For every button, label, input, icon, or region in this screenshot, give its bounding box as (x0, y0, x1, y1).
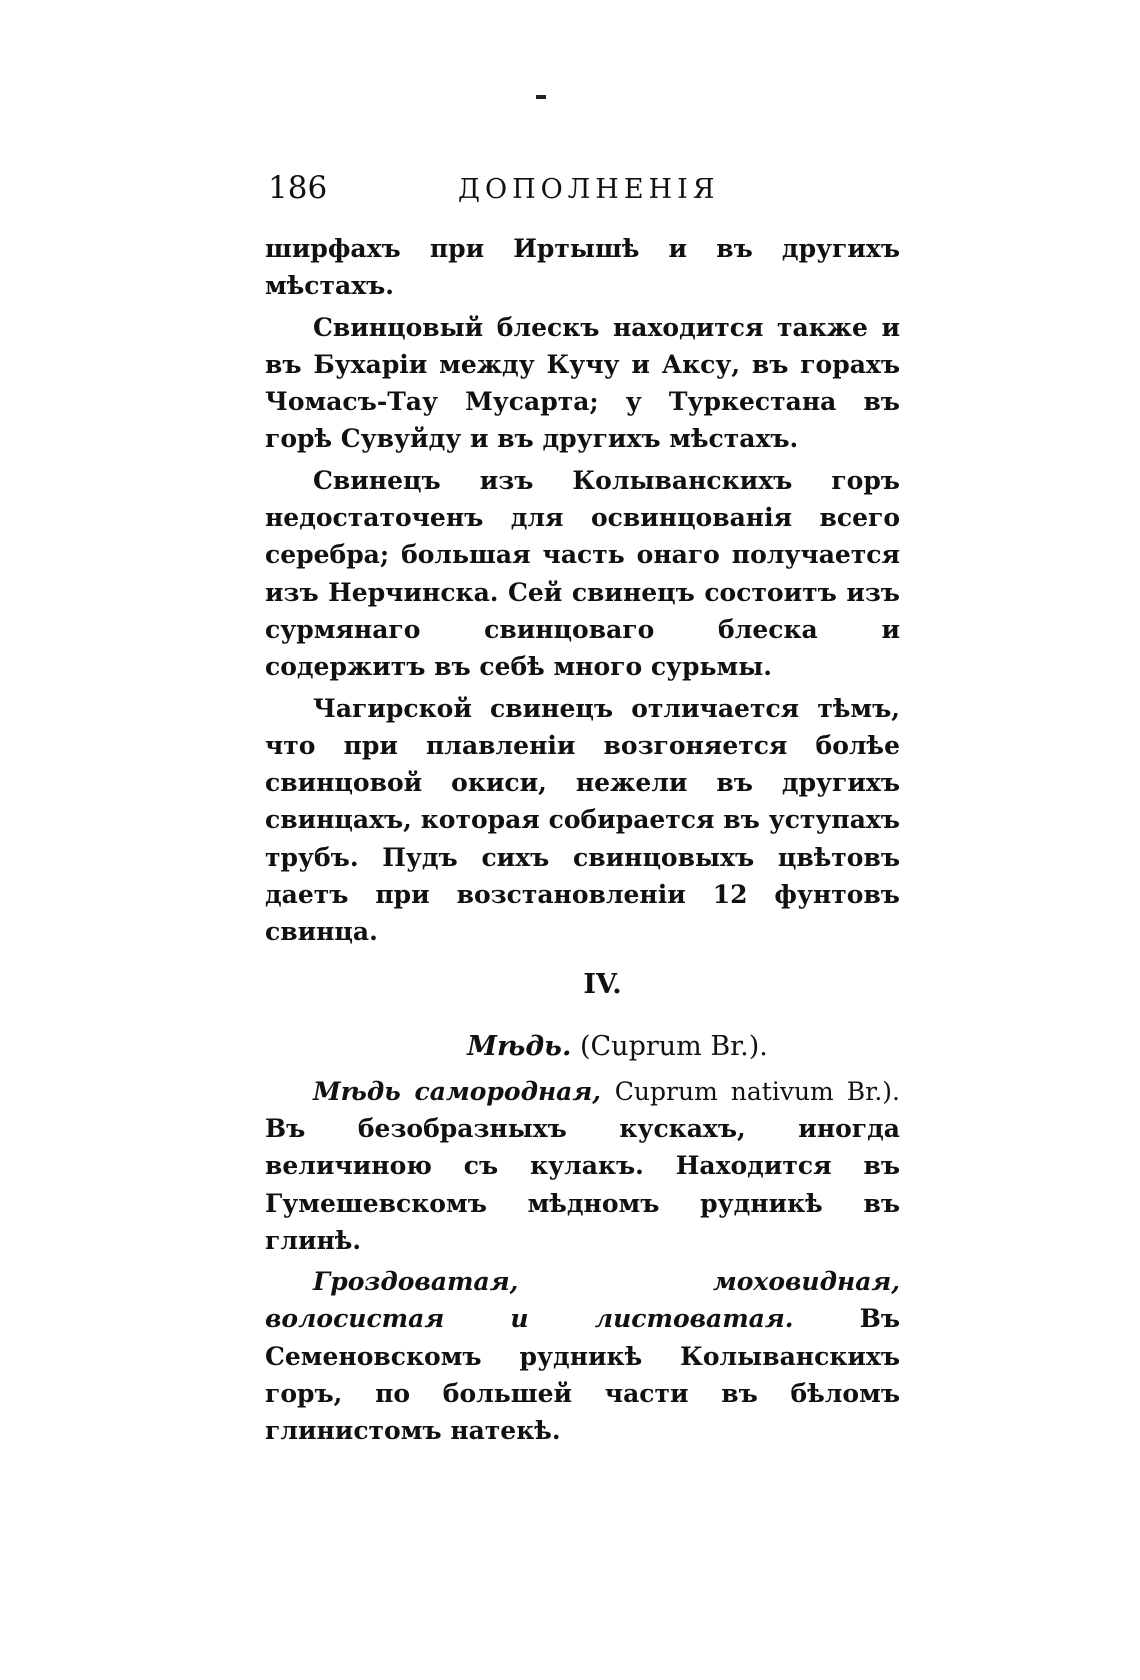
entry-latin-name: Cuprum nativum Br.). (614, 1076, 900, 1106)
section-number: IV. (583, 968, 622, 1000)
page-body (265, 230, 900, 1450)
page-number: 186 (268, 170, 328, 206)
section-title (265, 1027, 900, 1067)
paragraph-lead-glance: Свинцовый блескъ находится также и въ Бухаріи между Кучу и Аксу, въ горахъ Чомасъ-Тау Мусарта; у Туркестана въ горѣ Сувуйду и въ другихъ мѣстахъ. (265, 312, 900, 454)
top-ink-mark (536, 95, 546, 99)
entry-name: Мѣдь самородная, (313, 1076, 601, 1106)
entry-native-copper (265, 1073, 900, 1259)
page-header (268, 168, 888, 218)
paragraph-chagir-lead: Чагирской свинецъ отличается тѣмъ, что при плавленіи возгоняется болѣе свинцовой окиси, нежели въ другихъ свинцахъ, которая собирается въ уступахъ трубъ. Пудъ сихъ свинцовыхъ цвѣтовъ даетъ при возстановленіи 12 фунтовъ свинца. (265, 693, 900, 947)
entry-description: Въ безобразныхъ кускахъ, иногда величиною съ кулакъ. Находится въ Гумешевскомъ мѣдномъ рудникѣ въ глинѣ. (265, 1113, 900, 1255)
section-title-russian: Мѣдь. (467, 1030, 572, 1062)
entry-description: Въ Семеновскомъ рудникѣ Колыванскихъ горъ, по большей части въ бѣломъ глинистомъ натекѣ. (265, 1304, 900, 1446)
paragraph-continuation: ширфахъ при Иртышѣ и въ другихъ мѣстахъ. (265, 234, 900, 301)
paragraph-kolyvan-lead: Свинецъ изъ Колыванскихъ горъ недостаточенъ для освинцованія всего серебра; большая часть онаго получается изъ Нерчинска. Сей свинецъ состоитъ изъ сурмянаго свинцоваго блеска и содержитъ въ себѣ много сурьмы. (265, 465, 900, 682)
running-title: ДОПОЛНЕНІЯ (458, 174, 720, 205)
section-title-latin: (Cuprum Br.). (579, 1030, 768, 1062)
entry-name: Гроздоватая, моховидная, волосистая и листоватая. (265, 1267, 900, 1334)
entry-copper-varieties (265, 1263, 900, 1449)
